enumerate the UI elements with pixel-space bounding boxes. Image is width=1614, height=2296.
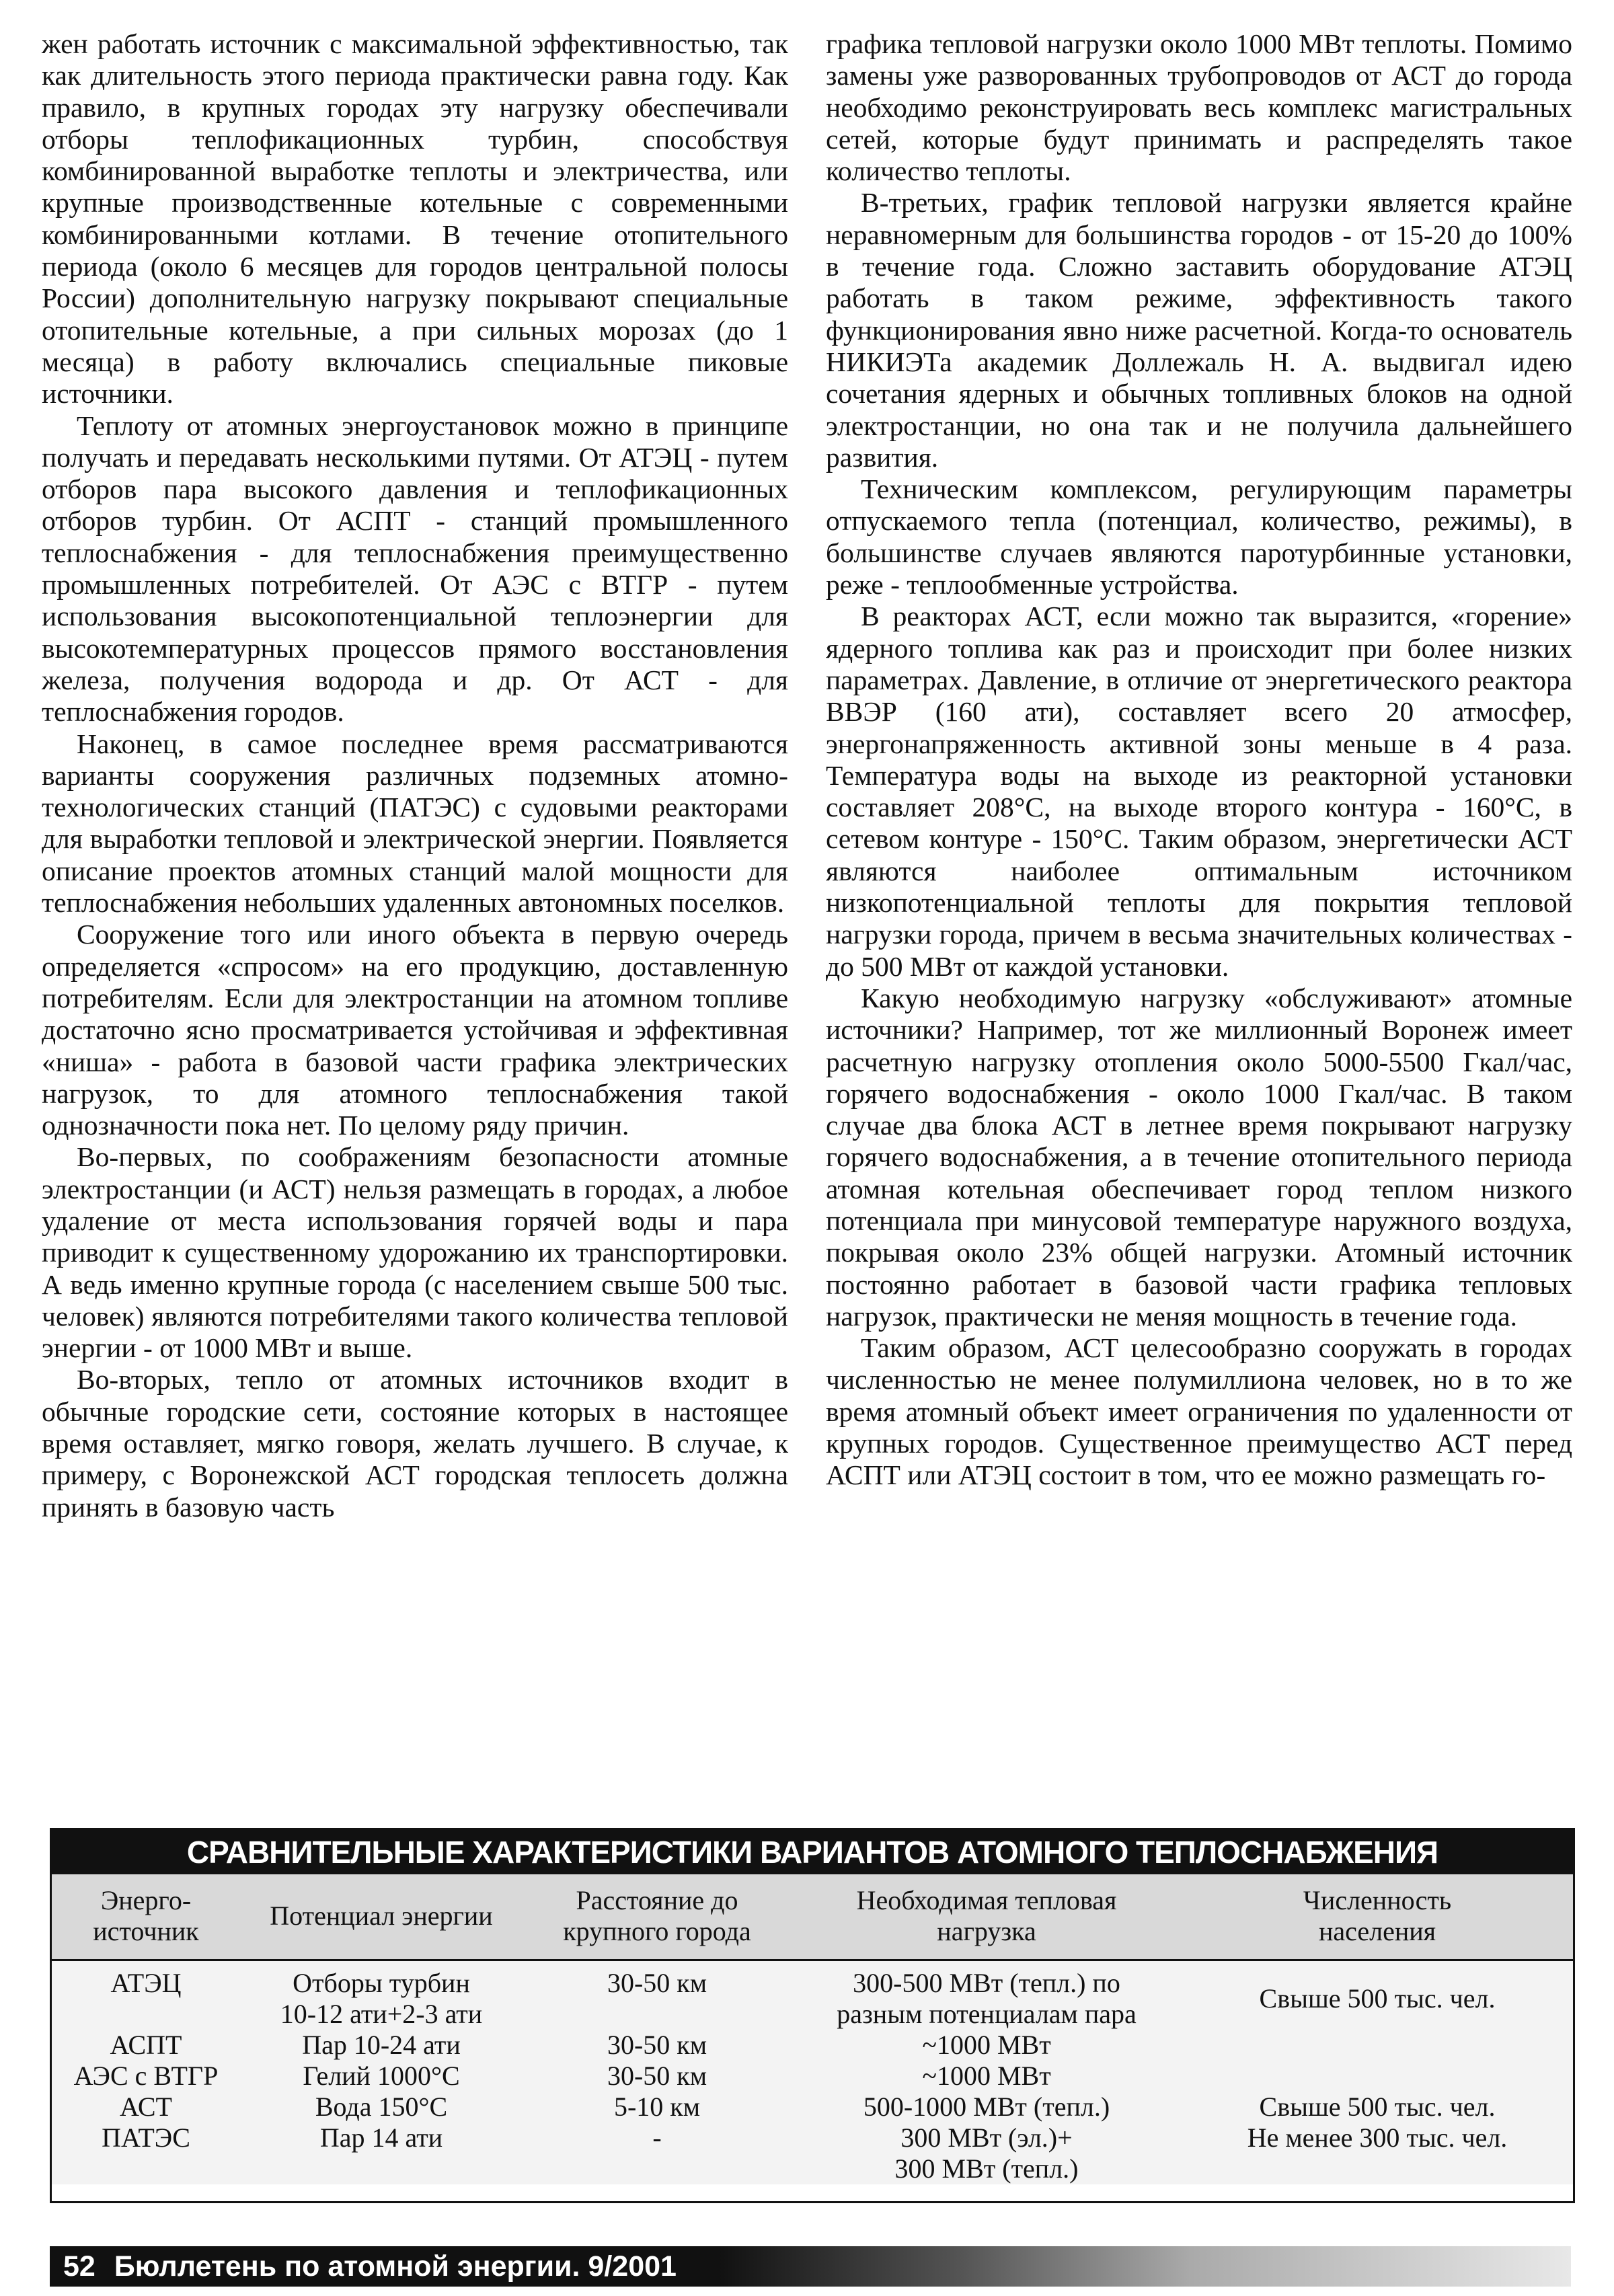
right-column — [826, 28, 1572, 1797]
cell-distance: 30-50 км — [523, 2030, 792, 2061]
header-distance: Расстояние до крупного города — [523, 1874, 792, 1960]
paragraph: Теплоту от атомных энергоустановок можно в принципе получать и передавать несколькими путями. От АТЭЦ - путем отборов пара высокого давления и теплофикационных отборов турбин. От АСПТ - станций промышленного теплоснабжения - для теплоснабжения преимущественно промышленных потребителей. От АЭС с ВТГР - путем использования высокопотенциальной теплоэнергии для высокотемпературных процессов прямого восстановления железа, получения водорода и др. От АСТ - для теплоснабжения городов. — [42, 410, 788, 728]
cell-population: Свыше 500 тыс. чел. — [1182, 1960, 1573, 2030]
cell-population — [1182, 2030, 1573, 2061]
paragraph: графика тепловой нагрузки около 1000 МВт теплоты. Помимо замены уже разворованных трубопроводов от АСТ до города необходимо реконструировать весь комплекс магистральных сетей, которые будут принимать и распределять такое количество теплоты. — [826, 28, 1572, 187]
paragraph: Техническим комплексом, регулирующим параметры отпускаемого тепла (потенциал, количество, режимы), в большинстве случаев являются паротурбинные установки, реже - теплообменные устройства. — [826, 473, 1572, 601]
cell-load: 300 МВт (эл.)+ 300 МВт (тепл.) — [792, 2122, 1182, 2184]
table-row — [52, 2061, 1573, 2092]
table-row — [52, 2122, 1573, 2184]
article-body — [42, 28, 1572, 1797]
cell-potential: Пар 14 ати — [240, 2122, 523, 2184]
paragraph: Наконец, в самое последнее время рассматриваются варианты сооружения различных подземных атомно-технологических станций (ПАТЭС) с судовыми реакторами для выработки тепловой и электрической энергии. Появляется описание проектов атомных станций малой мощности для теплоснабжения небольших удаленных автономных поселков. — [42, 728, 788, 919]
header-source: Энерго- источник — [52, 1874, 240, 1960]
table-row — [52, 1960, 1573, 2030]
table-row — [52, 2092, 1573, 2122]
left-column — [42, 28, 788, 1797]
cell-distance: 5-10 км — [523, 2092, 792, 2122]
journal-title: Бюллетень по атомной энергии. 9/2001 — [114, 2250, 677, 2283]
cell-distance: 30-50 км — [523, 1960, 792, 2030]
page-number: 52 — [63, 2250, 95, 2283]
page-footer — [50, 2246, 1571, 2287]
table-row — [52, 2030, 1573, 2061]
comparison-table-box — [50, 1828, 1575, 2203]
cell-source: АСТ — [52, 2092, 240, 2122]
cell-potential: Вода 150°С — [240, 2092, 523, 2122]
cell-source: АЭС с ВТГР — [52, 2061, 240, 2092]
paragraph: В-третьих, график тепловой нагрузки является крайне неравномерным для большинства городов - от 15-20 до 100% в течение года. Сложно заставить оборудование АТЭЦ работать в таком режиме, эффективность такого функционирования явно ниже расчетной. Когда-то основатель НИКИЭТа академик Доллежаль Н. А. выдвигал идею сочетания ядерных и обычных топливных блоков на одной электростанции, но она так и не получила дальнейшего развития. — [826, 187, 1572, 473]
cell-load: 300-500 МВт (тепл.) по разным потенциалам пара — [792, 1960, 1182, 2030]
cell-source: АСПТ — [52, 2030, 240, 2061]
cell-population — [1182, 2061, 1573, 2092]
header-load: Необходимая тепловая нагрузка — [792, 1874, 1182, 1960]
cell-source: АТЭЦ — [52, 1960, 240, 2030]
cell-load: 500-1000 МВт (тепл.) — [792, 2092, 1182, 2122]
paragraph: жен работать источник с максимальной эффективностью, так как длительность этого периода практически равна году. Как правило, в крупных городах эту нагрузку обеспечивали отборы теплофикационных турбин, способствуя комбинированной выработке теплоты и электричества, или крупные производственные котельные с современными комбинированными котлами. В течение отопительного периода (около 6 месяцев для городов центральной полосы России) дополнительную нагрузку покрывают специальные отопительные котельные, а при сильных морозах (до 1 месяца) в работу включались специальные пиковые источники. — [42, 28, 788, 410]
table-title: СРАВНИТЕЛЬНЫЕ ХАРАКТЕРИСТИКИ ВАРИАНТОВ АТОМНОГО ТЕПЛОСНАБЖЕНИЯ — [52, 1830, 1573, 1874]
table-header-row — [52, 1874, 1573, 1960]
header-population: Численность населения — [1182, 1874, 1573, 1960]
paragraph: Какую необходимую нагрузку «обслуживают» атомные источники? Например, тот же миллионный Воронеж имеет расчетную нагрузку отопления около 5000-5500 Гкал/час, горячего водоснабжения - около 1000 Гкал/час. В таком случае два блока АСТ в летнее время покрывают нагрузку горячего водоснабжения, а в течение отопительного периода атомная котельная обеспечивает город теплом низкого потенциала при минусовой температуре наружного воздуха, покрывая около 23% общей нагрузки. Атомный источник постоянно работает в базовой части графика тепловых нагрузок, практически не меняя мощность в течение года. — [826, 982, 1572, 1332]
paragraph: Сооружение того или иного объекта в первую очередь определяется «спросом» на его продукцию, доставленную потребителям. Если для электростанции на атомном топливе достаточно ясно просматривается устойчивая и эффективная «ниша» - работа в базовой части графика электрических нагрузок, то для атомного теплоснабжения такой однозначности пока нет. По целому ряду причин. — [42, 919, 788, 1141]
comparison-table — [52, 1874, 1573, 2184]
cell-distance: 30-50 км — [523, 2061, 792, 2092]
cell-distance: - — [523, 2122, 792, 2184]
cell-load: ~1000 МВт — [792, 2061, 1182, 2092]
cell-load: ~1000 МВт — [792, 2030, 1182, 2061]
cell-source: ПАТЭС — [52, 2122, 240, 2184]
cell-potential: Отборы турбин 10-12 ати+2-3 ати — [240, 1960, 523, 2030]
paragraph: Во-вторых, тепло от атомных источников входит в обычные городские сети, состояние которых в настоящее время оставляет, мягко говоря, желать лучшего. В случае, к примеру, с Воронежской АСТ городская теплосеть должна принять в базовую часть — [42, 1364, 788, 1523]
paragraph: В реакторах АСТ, если можно так выразится, «горение» ядерного топлива как раз и происходит при более низких параметрах. Давление, в отличие от энергетического реактора ВВЭР (160 ати), составляет всего 20 атмосфер, энергонапряженность активной зоны меньше в 4 раза. Температура воды на выходе из реакторной установки составляет 208°С, на выходе второго контура - 160°С, в сетевом контуре - 150°С. Таким образом, энергетически АСТ являются наиболее оптимальным источником низкопотенциальной теплоты для покрытия тепловой нагрузки города, причем в весьма значительных количествах - до 500 МВт от каждой установки. — [826, 601, 1572, 982]
cell-population: Свыше 500 тыс. чел. — [1182, 2092, 1573, 2122]
cell-population: Не менее 300 тыс. чел. — [1182, 2122, 1573, 2184]
cell-potential: Гелий 1000°С — [240, 2061, 523, 2092]
cell-potential: Пар 10-24 ати — [240, 2030, 523, 2061]
paragraph: Во-первых, по соображениям безопасности атомные электростанции (и АСТ) нельзя размещать в городах, а любое удаление от места использования горячей воды и пара приводит к существенному удорожанию их транспортировки. А ведь именно крупные города (с населением свыше 500 тыс. человек) являются потребителями такого количества тепловой энергии - от 1000 МВт и выше. — [42, 1141, 788, 1364]
header-potential: Потенциал энергии — [240, 1874, 523, 1960]
paragraph: Таким образом, АСТ целесообразно сооружать в городах численностью не менее полумиллиона человек, но в то же время атомный объект имеет ограничения по удаленности от крупных городов. Существенное преимущество АСТ перед АСПТ или АТЭЦ состоит в том, что ее можно размещать го- — [826, 1332, 1572, 1491]
